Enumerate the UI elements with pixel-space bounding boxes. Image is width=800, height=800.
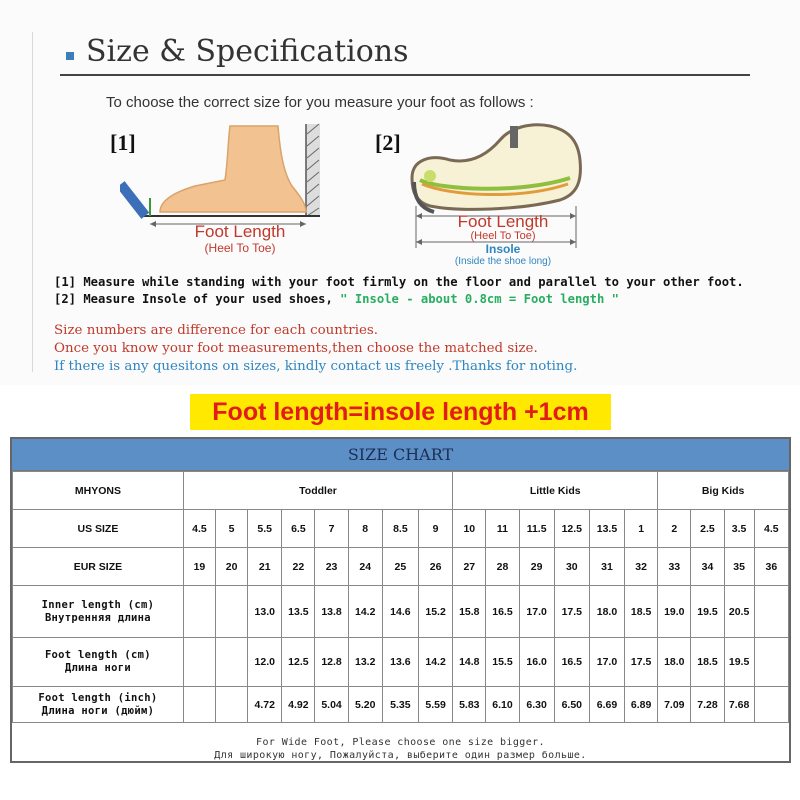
us-size-cell: 7	[315, 510, 348, 548]
us-size-cell: 11.5	[519, 510, 554, 548]
inner-length-cell: 17.5	[554, 586, 589, 638]
eur-size-cell: 25	[382, 548, 418, 586]
foot-length-inch-label-en: Foot length (inch)	[38, 691, 158, 704]
foot-length-cm-cell: 19.5	[724, 638, 754, 687]
foot-length-inch-cell: 5.20	[348, 687, 382, 723]
table-row	[13, 638, 789, 687]
step-2-caption: Foot Length	[457, 212, 549, 231]
eur-size-cell: 32	[625, 548, 658, 586]
group-toddler: Toddler	[183, 472, 452, 510]
foot-length-cm-cell: 17.0	[589, 638, 624, 687]
foot-length-inch-label	[13, 687, 184, 723]
step-1-caption: Foot Length	[194, 222, 286, 241]
intro-text: To choose the correct size for you measure your foot as follows :	[106, 94, 534, 111]
foot-length-cm-cell: 15.5	[486, 638, 519, 687]
note-2-highlight: " Insole - about 0.8cm = Foot length "	[340, 292, 619, 306]
us-size-cell: 3.5	[724, 510, 754, 548]
inner-length-cell: 15.8	[453, 586, 486, 638]
inner-length-cell: 17.0	[519, 586, 554, 638]
step-2-subcaption: (Heel To Toe)	[470, 230, 536, 242]
eur-size-cell: 29	[519, 548, 554, 586]
eur-size-cell: 31	[589, 548, 624, 586]
foot-icon	[160, 126, 306, 212]
eur-size-cell: 33	[658, 548, 691, 586]
eur-size-cell: 26	[418, 548, 452, 586]
foot-length-cm-label-en: Foot length (cm)	[44, 649, 151, 661]
insole-label: Insole	[485, 242, 521, 256]
us-size-cell: 5.5	[248, 510, 282, 548]
foot-length-cm-cell: 12.5	[282, 638, 315, 687]
foot-length-cm-cell: 12.0	[248, 638, 282, 687]
eur-size-cell: 36	[754, 548, 788, 586]
inner-length-cell: 20.5	[724, 586, 754, 638]
us-size-cell: 1	[625, 510, 658, 548]
us-size-cell: 4.5	[183, 510, 215, 548]
foot-length-cm-cell: 13.6	[382, 638, 418, 687]
inner-length-cell	[754, 586, 788, 638]
group-big-kids: Big Kids	[658, 472, 789, 510]
section-heading	[60, 34, 750, 76]
us-size-cell: 8	[348, 510, 382, 548]
eur-size-cell: 35	[724, 548, 754, 586]
foot-length-inch-cell: 4.92	[282, 687, 315, 723]
foot-length-cm-cell: 14.2	[418, 638, 452, 687]
inner-length-cell: 18.5	[625, 586, 658, 638]
us-size-cell: 11	[486, 510, 519, 548]
eur-size-cell: 28	[486, 548, 519, 586]
eur-size-cell: 23	[315, 548, 348, 586]
table-row	[13, 472, 789, 510]
us-size-cell: 4.5	[754, 510, 788, 548]
us-size-cell: 5	[216, 510, 248, 548]
foot-length-cm-cell: 18.0	[658, 638, 691, 687]
step-2-number: [2]	[375, 130, 401, 155]
table-row	[13, 586, 789, 638]
us-size-cell: 13.5	[589, 510, 624, 548]
us-size-cell: 10	[453, 510, 486, 548]
inner-length-cell: 14.2	[348, 586, 382, 638]
foot-length-banner	[190, 394, 611, 430]
inner-length-label	[13, 586, 184, 638]
us-size-cell: 9	[418, 510, 452, 548]
insole-sublabel: (Inside the shoe long)	[454, 256, 552, 267]
inner-length-label-en: Inner length (cm)	[41, 598, 155, 611]
foot-length-cm-cell: 16.0	[519, 638, 554, 687]
note-1: [1] Measure while standing with your foot firmly on the floor and parallel to your other foot.	[54, 275, 744, 289]
foot-length-cm-cell	[216, 638, 248, 687]
foot-length-inch-cell: 5.35	[382, 687, 418, 723]
foot-length-inch-cell	[183, 687, 215, 723]
instructions-panel	[0, 0, 800, 385]
foot-length-cm-cell: 16.5	[554, 638, 589, 687]
eur-size-cell: 34	[691, 548, 724, 586]
foot-length-cm-cell	[754, 638, 788, 687]
eur-size-cell: 30	[554, 548, 589, 586]
inner-length-cell: 13.5	[282, 586, 315, 638]
foot-length-cm-label-ru: Длина ноги	[64, 662, 132, 674]
wide-foot-note: For Wide Foot, Please choose one size bigger.	[256, 737, 545, 748]
foot-length-inch-label-ru: Длина ноги (дюйм)	[41, 704, 155, 717]
foot-length-cm-label	[13, 638, 184, 687]
shoe-icon	[412, 125, 580, 210]
foot-length-inch-cell	[754, 687, 788, 723]
us-size-cell: 2.5	[691, 510, 724, 548]
wall-icon	[306, 124, 320, 216]
foot-length-inch-cell	[216, 687, 248, 723]
foot-length-cm-cell: 13.2	[348, 638, 382, 687]
inner-length-cell: 13.0	[248, 586, 282, 638]
inner-length-cell: 18.0	[589, 586, 624, 638]
eur-size-cell: 24	[348, 548, 382, 586]
us-size-cell: 2	[658, 510, 691, 548]
square-bullet-icon	[66, 52, 74, 60]
step-1-number: [1]	[110, 130, 136, 155]
divider	[32, 32, 33, 372]
table-row	[13, 510, 789, 548]
brand-cell: MHYONS	[13, 472, 184, 510]
foot-length-inch-cell: 5.04	[315, 687, 348, 723]
eur-size-cell: 19	[183, 548, 215, 586]
inner-length-cell: 13.8	[315, 586, 348, 638]
foot-length-inch-cell: 7.09	[658, 687, 691, 723]
inner-length-cell	[216, 586, 248, 638]
us-size-cell: 12.5	[554, 510, 589, 548]
inner-length-cell: 14.6	[382, 586, 418, 638]
eur-size-cell: 22	[282, 548, 315, 586]
foot-length-cm-cell: 17.5	[625, 638, 658, 687]
foot-length-inch-cell: 7.68	[724, 687, 754, 723]
banner-text: Foot length=insole length +1cm	[212, 398, 589, 426]
advice-line-1: Size numbers are difference for each countries.	[54, 323, 379, 338]
inner-length-label-ru: Внутренняя длина	[44, 611, 151, 624]
us-size-label: US SIZE	[13, 510, 184, 548]
foot-length-cm-cell	[183, 638, 215, 687]
advice-line-2: Once you know your foot measurements,then choose the matched size.	[54, 341, 538, 356]
table-row	[13, 687, 789, 723]
us-size-cell: 8.5	[382, 510, 418, 548]
foot-length-inch-cell: 6.89	[625, 687, 658, 723]
foot-length-cm-cell: 12.8	[315, 638, 348, 687]
note-2	[54, 292, 619, 306]
page-title: Size & Specifications	[86, 34, 409, 69]
foot-length-inch-cell: 5.83	[453, 687, 486, 723]
foot-length-inch-cell: 4.72	[248, 687, 282, 723]
size-table	[12, 471, 789, 723]
foot-length-inch-cell: 6.69	[589, 687, 624, 723]
advice-contact: If there is any quesitons on sizes, kindly contact us freely .Thanks for noting.	[54, 359, 578, 374]
us-size-cell: 6.5	[282, 510, 315, 548]
inner-length-cell: 16.5	[486, 586, 519, 638]
inner-length-cell: 15.2	[418, 586, 452, 638]
group-little-kids: Little Kids	[453, 472, 658, 510]
note-2-text: [2] Measure Insole of your used shoes,	[54, 292, 341, 306]
inner-length-cell: 19.5	[691, 586, 724, 638]
wide-foot-note-ru: Для широкую ногу, Пожалуйста, выберите один размер больше.	[214, 750, 587, 761]
foot-length-inch-cell: 6.10	[486, 687, 519, 723]
eur-size-label: EUR SIZE	[13, 548, 184, 586]
eur-size-cell: 27	[453, 548, 486, 586]
foot-length-inch-cell: 6.30	[519, 687, 554, 723]
inner-length-cell	[183, 586, 215, 638]
foot-length-cm-cell: 18.5	[691, 638, 724, 687]
size-chart-title: SIZE CHART	[347, 445, 454, 464]
table-row	[13, 548, 789, 586]
foot-length-cm-cell: 14.8	[453, 638, 486, 687]
eur-size-cell: 21	[248, 548, 282, 586]
size-chart-title-bar	[12, 439, 789, 471]
eur-size-cell: 20	[216, 548, 248, 586]
step-1-subcaption: (Heel To Toe)	[204, 241, 276, 255]
foot-length-inch-cell: 6.50	[554, 687, 589, 723]
ruler-icon	[120, 181, 149, 219]
foot-length-inch-cell: 5.59	[418, 687, 452, 723]
foot-length-inch-cell: 7.28	[691, 687, 724, 723]
inner-length-cell: 19.0	[658, 586, 691, 638]
